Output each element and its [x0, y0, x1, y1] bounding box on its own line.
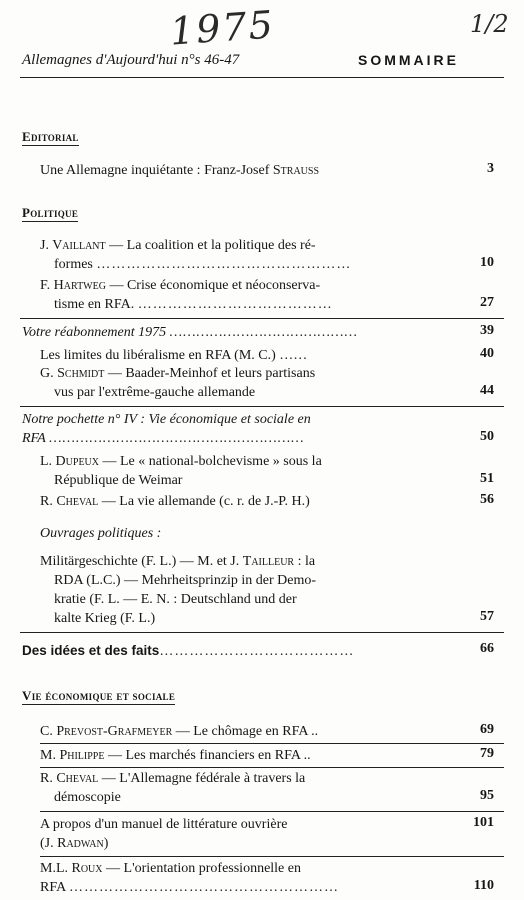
page-number: 51: [480, 471, 494, 486]
page-number: 110: [473, 878, 494, 893]
handwritten-year: 1975: [168, 2, 277, 54]
section-rule: [20, 406, 504, 407]
toc-entry-text: République de Weimar: [54, 473, 183, 488]
section-editorial: Editorial: [22, 129, 79, 144]
handwritten-fraction: 1/2: [470, 10, 509, 38]
section-vie-economique: Vie économique et sociale: [22, 688, 176, 703]
entry-rule: [40, 767, 504, 768]
page-number: 27: [480, 295, 494, 310]
page-number: 95: [480, 788, 494, 803]
toc-entry-text: vus par l'extrême-gauche allemande: [54, 385, 256, 400]
page-number: 101: [473, 815, 494, 830]
page-number: 57: [480, 609, 494, 624]
toc-entry-text: kalte Krieg (F. L.): [54, 611, 156, 626]
page-number: 44: [480, 383, 494, 398]
page-number: 10: [480, 255, 494, 270]
page-number: 39: [480, 323, 494, 338]
page-number: 66: [480, 641, 494, 656]
subheading-text: Ouvrages politiques :: [40, 526, 162, 541]
page-number: 69: [480, 722, 494, 737]
page-number: 79: [480, 746, 494, 761]
toc-entry-text: RDA (L.C.) — Mehrheitsprinzip in der Demo-: [54, 573, 317, 588]
toc-entry-text: kratie (F. L. — E. N. : Deutschland und der: [54, 592, 297, 607]
entry-rule: [40, 743, 504, 744]
section-politique: Politique: [22, 205, 79, 220]
entry-rule: [40, 856, 504, 857]
toc-entry-text: démoscopie: [54, 790, 121, 805]
toc-entry-text: Notre pochette n° IV : Vie économique et sociale en: [22, 412, 311, 427]
page-number: 3: [487, 161, 494, 176]
entry-rule: [40, 811, 504, 812]
page-number: 50: [480, 429, 494, 444]
header-rule: [20, 77, 504, 78]
toc-entry-text: Les limites du libéralisme en RFA (M. C.) ……: [40, 348, 308, 363]
page-number: 56: [480, 492, 494, 507]
sommaire-heading: SOMMAIRE: [358, 52, 459, 68]
page-number: 40: [480, 346, 494, 361]
journal-title: Allemagnes d'Aujourd'hui n°s 46-47: [22, 52, 240, 68]
section-rule: [20, 632, 504, 633]
section-rule: [20, 318, 504, 319]
toc-entry-text: A propos d'un manuel de littérature ouvrière: [40, 817, 288, 832]
